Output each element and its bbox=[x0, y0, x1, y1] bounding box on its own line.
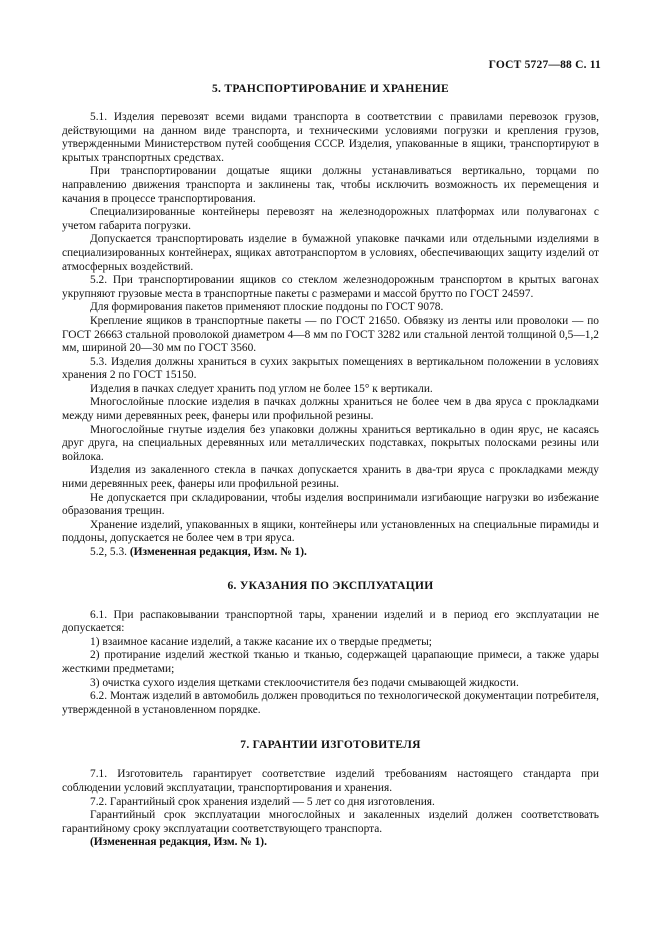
paragraph: 5.1. Изделия перевозят всеми видами транспорта в соответствии с правилами перевозок грузов, действующими на данном виде транспорта, и техническими условиями погрузки и крепления грузов, утвержденными Министерством путей сообщения СССР. Изделия, упакованные в ящики, транспортируют в крытых транспортных средствах. bbox=[62, 111, 599, 164]
list-item: 1) взаимное касание изделий, а также касание их о твердые предметы; bbox=[90, 635, 432, 648]
paragraph: 6.1. При распаковывании транспортной тары, хранении изделий и в период его эксплуатации не допускается: bbox=[62, 608, 599, 635]
list-item: 2) протирание изделий жесткой тканью и тканью, содержащей царапающие примеси, а также удары жесткими предметами; bbox=[62, 649, 599, 675]
paragraph: Изделия из закаленного стекла в пачках допускается хранить в два-три яруса с прокладками между ними деревянных реек, фанеры или профильной резины. bbox=[62, 464, 599, 491]
section-5-title: 5. ТРАНСПОРТИРОВАНИЕ И ХРАНЕНИЕ bbox=[212, 83, 449, 95]
section-5 bbox=[62, 83, 599, 560]
paragraph: 5.3. Изделия должны храниться в сухих закрытых помещениях в вертикальном положении в условиях хранения 2 по ГОСТ 15150. bbox=[62, 355, 599, 382]
paragraph: 6.2. Монтаж изделий в автомобиль должен проводиться по технологической документации потребителя, утвержденной в установленном порядке. bbox=[62, 690, 599, 716]
paragraph: 5.2. При транспортировании ящиков со стеклом железнодорожным транспортом в крытых вагонах укрупняют грузовые места в транспортные пакеты с размерами и массой брутто по ГОСТ 24597. bbox=[62, 274, 599, 300]
paragraph: Многослойные плоские изделия в пачках должны храниться не более чем в два яруса с прокладками между ними деревянных реек, фанеры или профильной резины. bbox=[62, 396, 599, 423]
paragraph: Хранение изделий, упакованных в ящики, контейнеры или установленных на специальные пирамиды и поддоны, допускается не более чем в три яруса. bbox=[62, 518, 599, 545]
section-7 bbox=[62, 739, 599, 850]
amendment-note bbox=[62, 546, 599, 560]
list-item: 3) очистка сухого изделия щетками стеклоочистителя без подачи смывающей жидкости. bbox=[90, 676, 519, 689]
paragraph: При транспортировании дощатые ящики должны устанавливаться вертикально, торцами по направлению движения транспорта и заклинены так, чтобы исключить возможность их перемещения и качания в процессе транспортирования. bbox=[62, 165, 599, 205]
paragraph: Крепление ящиков в транспортные пакеты — по ГОСТ 21650. Обвязку из ленты или проволоки — по ГОСТ 26663 стальной проволокой диаметром 4—8 мм по ГОСТ 3282 или стальной лентой толщиной 0,5—1,2 мм, шириной 20—30 мм по ГОСТ 3560. bbox=[62, 314, 599, 355]
section-6 bbox=[62, 580, 599, 718]
amendment-note-prefix: 5.2, 5.3. bbox=[90, 546, 128, 558]
amendment-note-text: (Измененная редакция, Изм. № 1). bbox=[129, 546, 307, 558]
paragraph: Для формирования пакетов применяют плоские поддоны по ГОСТ 9078. bbox=[90, 301, 444, 314]
paragraph: 7.2. Гарантийный срок хранения изделий — 5 лет со дня изготовления. bbox=[90, 795, 435, 808]
paragraph: Гарантийный срок эксплуатации многослойных и закаленных изделий должен соответствовать гарантийному сроку эксплуатации соответствующего транспорта. bbox=[62, 809, 599, 835]
section-6-title: 6. УКАЗАНИЯ ПО ЭКСПЛУАТАЦИИ bbox=[227, 579, 434, 592]
document-body bbox=[62, 83, 599, 850]
paragraph: Не допускается при складировании, чтобы изделия воспринимали изгибающие нагрузки во избежание образования трещин. bbox=[62, 491, 599, 518]
paragraph: 7.1. Изготовитель гарантирует соответствие изделий требованиям настоящего стандарта при соблюдении условий эксплуатации, транспортирования и хранения. bbox=[62, 768, 599, 794]
paragraph: Допускается транспортировать изделие в бумажной упаковке пачками или отдельными изделиями в специализированных контейнерах, ящиках автотранспортом в условиях, обеспечивающих защиту изделий от атмосферных воздействий. bbox=[62, 233, 599, 273]
amendment-note: (Измененная редакция, Изм. № 1). bbox=[90, 836, 267, 849]
paragraph: Специализированные контейнеры перевозят на железнодорожных платформах или полувагонах с учетом габарита погрузки. bbox=[62, 206, 599, 232]
section-7-title: 7. ГАРАНТИИ ИЗГОТОВИТЕЛЯ bbox=[240, 739, 421, 752]
paragraph: Многослойные гнутые изделия без упаковки должны храниться вертикально в один ярус, не касаясь друг друга, на специальных деревянных или металлических подставках, покрытых полосками резины или войлока. bbox=[62, 423, 599, 463]
page-header: ГОСТ 5727—88 С. 11 bbox=[488, 59, 601, 71]
paragraph: Изделия в пачках следует хранить под углом не более 15° к вертикали. bbox=[90, 382, 433, 395]
